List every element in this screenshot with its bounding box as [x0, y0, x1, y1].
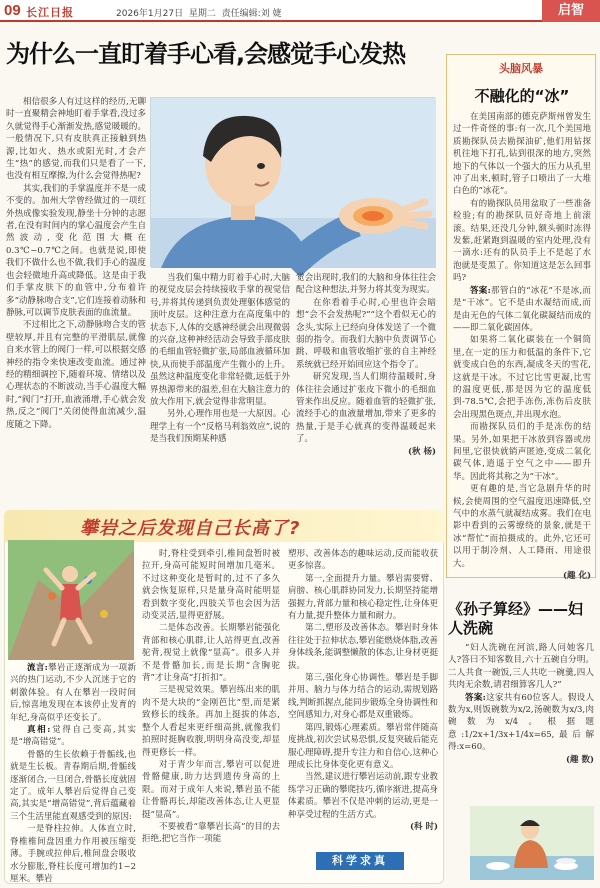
- sunzi-article-title: 《孙子算经》——妇人洗碗: [448, 600, 584, 637]
- main-paragraph: 不过相比之下,动静脉吻合支的管壁较厚,并且有完整的平滑肌层,就像自来水管上的阀门一样,可以根据交感神经的指令来快速改变血流。通过神经的精细调控下,随着环境、情绪以及心理状态的不断波动,当手心温度大幅时,“阀门”打开,血液涌增,手心就会发热,反之“阀门”关闭使得血流减少,温度随之下降。: [6, 320, 146, 430]
- sunzi-answer-label: 答案:: [465, 692, 486, 703]
- issue-editor: 责任编辑:刘 婕: [221, 9, 282, 19]
- main-paragraph: 另外,心理作用也是一大原因。心理学上有一个“反格马利翁效应”,说的是当我们预期某种感: [150, 409, 290, 445]
- climbing-paragraph: 三是视觉效果。攀岩练出来的肌肉不是大块的“金刚芭比”型,而是紧致修长的线条。再加上挺拔的体态,整个人看起来更纤细高挑,就像我们拍照时挺胸收腹,明明身高没变,却显得更修长一样。: [142, 685, 280, 758]
- main-article-column-1: [6, 96, 146, 494]
- main-paragraph: 其实,我们的手掌温度并不是一成不变的。加州大学曾经做过的一项红外热成像实验发现,静坐十分钟的志愿者,在没有时间内的掌心温度会产生自然波动,变化范围大概在0.3℃~0.7℃之间。也就是说,即使我们不做什么也不做,我们手心的温度也会轻微地升高或降低。这是由于我们手掌皮肤下的血管中,分布着许多“动静脉吻合支”,它们连接着动脉和静脉,可以调节皮肤表面的血流量。: [6, 183, 146, 318]
- ice-answer-label: 答案:: [470, 285, 491, 296]
- main-article-signature: (秋 杨): [407, 446, 436, 457]
- ice-article-body: [453, 111, 591, 582]
- climbing-signature: (科 时): [409, 821, 438, 832]
- issue-date: 2026年1月27日: [116, 9, 184, 19]
- ice-paragraph: 有的勘探队员用盆取了一些准备检验;有的勘探队员好奇地上前滚滚。结果,还没几分钟,额头顿时冻得发紫,赶紧跑到温暖的室内处理,没有一滴水:还有的队员手上不是起了水泡就是变黑了。你知道这是怎么回事吗?: [453, 198, 591, 284]
- main-paragraph: 当我们集中精力盯着手心时,大脑的视觉皮层会持续接收手掌的视觉信号,并将其传递到负责处理躯体感觉的顶叶皮层。这种注意力在高度集中的状态下,人体的交感神经就会出现微弱的兴奋,这种神经活动会导致手部皮肤的毛细血管轻微扩张,局部血液循环加快,从而使手部温度产生微小的上升。虽然这种温度变化非常轻微,远低于外界热源带来的温差,但在大脑注意力的放大作用下,就会觉得非常明显。: [150, 273, 290, 408]
- climbing-truth-label: 真相:: [27, 725, 51, 736]
- issue-weekday: 星期二: [188, 9, 216, 19]
- climbing-article-title: 攀岩之后发现自己长高了?: [80, 518, 301, 539]
- masthead-bar: [0, 0, 600, 22]
- ice-paragraph: 在美国南部的德克萨斯州曾发生过一件奇怪的事:有一次,几个美国地质勘探队员去勘探油矿,他们用钻探机往地下打孔,钻到很深的地方,突然地下的气体以一个强大的压力从孔里冲了出来,顿时,管子口喷出了一大堆白色的“冰花”。: [453, 112, 591, 197]
- sunzi-signature: (趣 数): [565, 754, 594, 765]
- issue-meta: [116, 6, 281, 19]
- sunzi-answer: 这家共有60位客人。假设人数为x,则饭碗数为x/2,汤碗数为x/3,肉碗数为x/4。根据题意:1/2x+1/3x+1/4x=65,最后解得:x=60。: [448, 692, 594, 753]
- ice-answer: 那管白的“冰花”不是冰,而是“干冰”。它不是由水凝结而成,而是由无色的气体二氧化碳凝结而成的——即二氧化碳固体。: [453, 285, 591, 333]
- brainstorm-box: [446, 54, 596, 582]
- ice-paragraph: 如果将二氧化碳装在一个铜筒里,在一定的压力和低温的条件下,它就变成白色的东西,凝成冬天的雪花,这就是干冰。不过它比雪更凝,比雪的温度更低,那是因为它的温度低到-78.5℃,会把手冻伤,冻伤后皮肤会出现黑色斑点,并出现水泡。: [453, 335, 591, 420]
- climbing-paragraph: 第二,塑形及改善体态。攀岩时身体往往处于拉伸状态,攀岩能燃烧体脂,改善身体线条,能调整懒散的体态,让身材更挺拔。: [288, 623, 438, 671]
- climbing-paragraph: 第三,强化身心协调性。攀岩是手脚并用、脑力与体力结合的运动,需规划路线,判断抓握点,能同步锻炼全身协调性和空间感知力,对身心都是双重锻炼。: [288, 673, 438, 721]
- main-paragraph: 研究发现,当人们期待温暖时,身体往往会通过扩张皮下微小的毛细血管来作出反应。随着血管的轻微扩张,流经手心的血液量增加,带来了更多的热量,于是手心就真的变得温暖起来了。: [296, 372, 436, 445]
- climbing-truth: 觉得自己变高,其实是“增高错觉”。: [10, 725, 137, 748]
- climbing-rumor: 攀岩正逐渐成为一项新兴的热门运动,不少人沉迷于它的刺激体验。有人在攀岩一段时间后,惊喜地发现在本该停止发育的年纪,身高似乎还变长了。: [10, 663, 136, 723]
- climbing-column-3: [288, 548, 438, 848]
- climbing-paragraph: 对于青少年而言,攀岩可以促进骨骼健康,助力达到遗传身高的上限。而对于成年人来说,攀岩虽不能让骨骼再长,却能改善体态,让人更显挺“显高”。: [142, 759, 280, 820]
- rock-climbing-illustration: [8, 540, 134, 660]
- climbing-paragraph: 二是体态改善。长期攀岩能强化背部和核心肌群,让人站得更直,改善驼背,视觉上就像“显高”。很多人并不是骨骼加长,而是长期“含胸驼背”才让身高“打折扣”。: [142, 623, 280, 684]
- climbing-paragraph: 一是脊柱拉伸。人体直立时,脊椎椎间盘因重力作用被压缩变薄。手腕或拉伸后,椎间盘会吸收水分膨胀,脊柱长度可增加约1~2厘米。攀岩: [10, 824, 136, 884]
- main-headline: 为什么一直盯着手心看,会感觉手心发热: [6, 40, 406, 68]
- boy-looking-at-palm-illustration: [150, 97, 435, 267]
- main-article-column-2: [150, 272, 290, 502]
- brainstorm-tag: 头脑风暴: [499, 62, 543, 75]
- climbing-column-2: [142, 548, 280, 878]
- climbing-paragraph: 第一,全面提升力量。攀岩需要臂、肩膀、核心肌群协同发力,长期坚持能增强握力,背部力量和核心稳定性,让身体更有力量,提升整体力量和耐力。: [288, 573, 438, 622]
- climbing-paragraph: 第四,锻炼心理素质。攀岩常伴随高度挑战,初次尝试易恐惧,反复突破后能克服心理障碍,提升专注力和自信心,这种心理成长比身体变化更有意义。: [288, 722, 438, 770]
- main-paragraph: 觉会出现时,我们的大脑和身体往往会配合这种想法,并努力将其变为现实。: [296, 273, 436, 296]
- climbing-column-1: [10, 662, 137, 884]
- paper-name: 长江日报: [26, 6, 74, 19]
- section-name: 启智: [542, 0, 600, 22]
- climbing-paragraph: 时,脊柱受到牵引,椎间盘暂时被拉开,身高可能短时间增加几毫米。不过这种变化是暂时的,过不了多久就会恢复原样,只是量身高时能明显看到数字变化,四肢关节也会因为活动变灵活,显得更舒展。: [142, 549, 280, 622]
- woman-washing-bowls-illustration: [470, 806, 594, 880]
- climbing-paragraph: 骨骼的生长依赖于骨骺线,也就是生长板。青春期后期,骨骺线逐渐闭合,一旦闭合,骨骼长度就固定了。成年人攀岩后觉得自己变高,其实是“增高错觉”,背后蕴藏着三个生活里能直观感受到的原因:: [10, 749, 136, 822]
- main-paragraph: 在你看着手心时,心里也许会暗想“会不会发热呢?”“这个看似无心的念头,实际上已经向身体发送了一个微弱的指令。而我们大脑中负责调节心跳、呼吸和血管收缩扩张的自主神经系统就已经开始回应这个指令了。: [296, 297, 436, 370]
- ice-signature: (趣 化): [562, 571, 591, 582]
- sunzi-article-body: [448, 642, 594, 804]
- ice-article-title: 不融化的“冰”: [474, 87, 570, 105]
- sunzi-problem: “妇人洗碗在河滨,路人问她客几人?答曰不知客数目,六十五碗自分明。二人共食一碗饭,三人共吃一碗羹,四人共肉无余数,请君细算客几人?”: [448, 643, 594, 691]
- main-article-column-3: [296, 272, 436, 504]
- science-truth-tag: 科学求真: [316, 852, 404, 870]
- ice-paragraph: 更有趣的是,当它急剧升华的时候,会使周围的空气温度迅速降低,空气中的水蒸气就凝结成雾。我们在电影中看到的云雾缭绕的景象,就是干冰“帮忙”而拍摄成的。此外,它还可以用于制冷剂、人工降雨、用途很大。: [453, 484, 591, 569]
- climbing-paragraph: 当然,建议进行攀岩运动前,跟专业教练学习正确的攀爬技巧,循序渐进,提高身体素质。攀岩不仅是冲刺的运动,更是一种享受过程的生活方式。: [288, 772, 438, 820]
- climbing-paragraph: 塑形、改善体态的趣味运动,反而能收获更多惊喜。: [288, 549, 438, 572]
- climbing-paragraph: 不要被看“靠攀岩长高”的目的去拒绝,把它当作一项能: [142, 821, 280, 845]
- main-paragraph: 相信很多人有过这样的经历,无聊时一直聚精会神地盯着手掌看,没过多久就觉得手心渐渐发热,感觉暖暖的。一般情况下,只有皮肤真正接触到热源,比如火、热水或阳光时,才会产生“热”的感觉,而我们只是看了一下,也没有相互摩擦,为什么会觉得热呢?: [6, 97, 146, 182]
- page-number: 09: [4, 2, 21, 19]
- ice-paragraph: 而勘探队员们的手是冻伤的结果。另外,如果把干冰放到容器或房间里,它很快就销声匿迹,变成二氧化碳气体,逍遥于空气之中——即升华。因此将其称之为“干冰”。: [453, 422, 591, 482]
- climbing-rumor-label: 流言:: [27, 663, 48, 673]
